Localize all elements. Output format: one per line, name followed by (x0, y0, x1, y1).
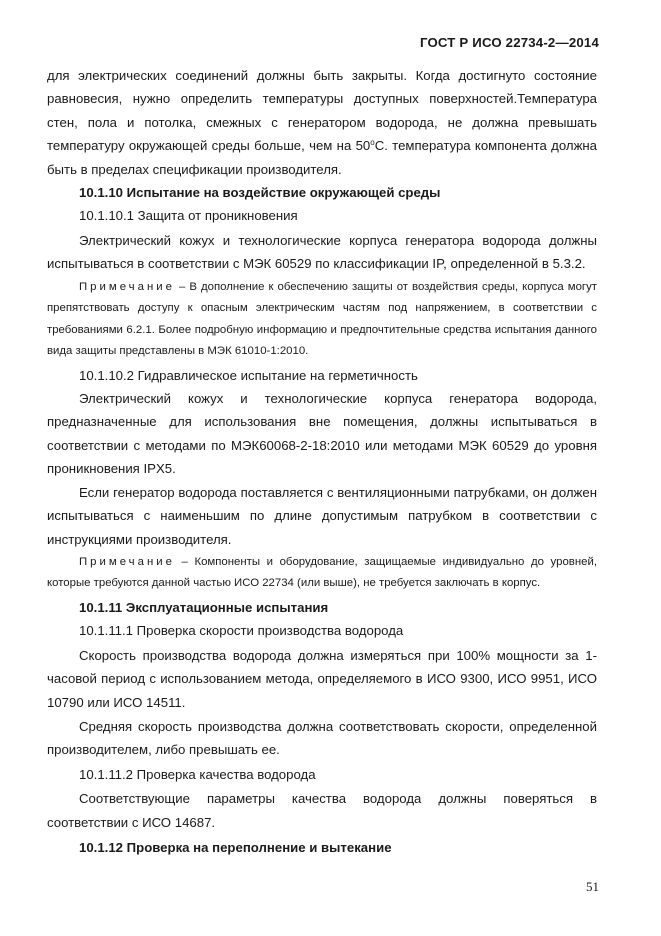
paragraph-ingress-protection: Электрический кожух и технологические корпуса генератора водорода должны испытываться в соответствии с МЭК 60529 по классификации IP, определенной в 5.3.2. (47, 232, 597, 272)
degree-superscript: о (370, 138, 375, 148)
section-heading-10-1-11: 10.1.11 Эксплуатационные испытания (79, 599, 329, 615)
paragraph-hydrogen-quality: Соответствующие параметры качества водорода должны поверяться в соответствии с ИСО 14687. (47, 791, 597, 830)
subsection-heading-10-1-11-1: 10.1.11.1 Проверка скорости производства водорода (79, 623, 404, 639)
note-label: Примечание (79, 555, 175, 568)
document-header: ГОСТ Р ИСО 22734-2—2014 (419, 35, 599, 50)
note-components (47, 552, 597, 595)
paragraph-text: для электрических соединений должны быть закрыты. Когда достигнуто состояние равновесия, нужно определить температуры доступных поверхностей.Температура стен, пола и потолка, смежных с генератором водорода, не должна превышать температуру окружающей среды больше, чем на 50 (47, 68, 597, 154)
note-enclosures (47, 277, 597, 363)
paragraph-vent-pipes: Если генератор водорода поставляется с вентиляционными патрубками, он должен испытываться с наименьшим по длине допустимым патрубком в соответствии с инструкциями производителя. (47, 484, 597, 547)
note-text: – Компоненты и оборудование, защищаемые индивидуально до уровней, которые требуются данной частью ИСО 22734 (или выше), не требуется заключать в корпус. (47, 555, 597, 590)
paragraph-production-rate: Скорость производства водорода должна измеряться при 100% мощности за 1-часовой период с использованием метода, определяемого в ИСО 9300, ИСО 9951, ИСО 10790 или ИСО 14511. (47, 647, 597, 710)
note-text: – В дополнение к обеспечению защиты от воздействия среды, корпуса могут препятствовать доступу к опасным электрическим частям под напряжением, в соответствии с требованиями 6.2.1. Более подробную информацию и предпочтительные средства испытания данного вида защиты представлены в МЭК 61010-1:2010. (47, 280, 597, 358)
subsection-heading-10-1-10-2: 10.1.10.2 Гидравлическое испытание на герметичность (79, 367, 418, 383)
page-number: 51 (586, 879, 599, 894)
paragraph-hydraulic-test: Электрический кожух и технологические корпуса генератора водорода, предназначенные для использования вне помещения, должны испытываться в соответствии с методами по МЭК60068-2-18:2010 или методами МЭК 60529 до уровня проникновения IPX5. (47, 391, 597, 477)
subsection-heading-10-1-11-2: 10.1.11.2 Проверка качества водорода (79, 766, 316, 782)
section-heading-10-1-10: 10.1.10 Испытание на воздействие окружающей среды (79, 185, 441, 201)
paragraph-average-rate: Средняя скорость производства должна соответствовать скорости, определенной производителем, либо превышать ее. (47, 718, 597, 758)
paragraph-temperature (47, 64, 597, 181)
subsection-heading-10-1-10-1: 10.1.10.1 Защита от проникновения (79, 208, 298, 224)
note-label: Примечание (79, 280, 175, 293)
paragraph-text: С. температура компонента должна быть в пределах спецификации производителя. (47, 138, 598, 177)
section-heading-10-1-12: 10.1.12 Проверка на переполнение и вытекание (79, 839, 392, 855)
document-body (47, 64, 597, 859)
